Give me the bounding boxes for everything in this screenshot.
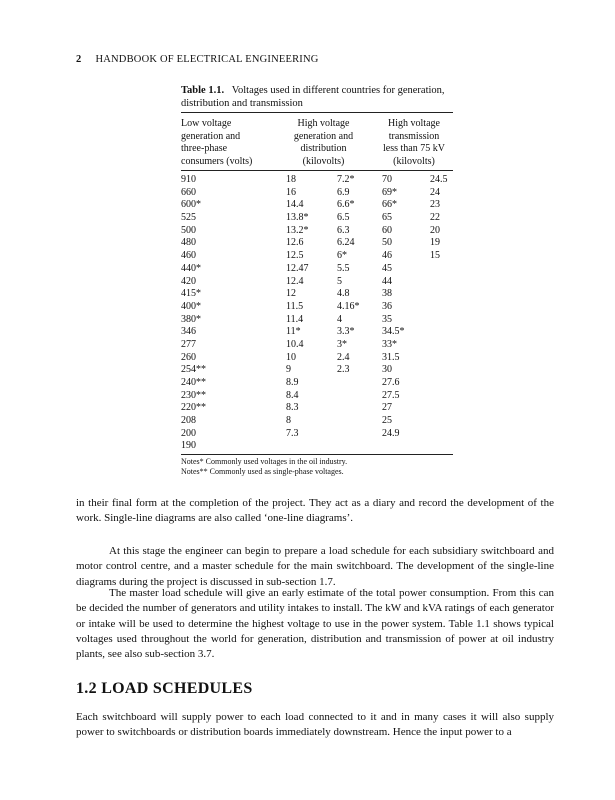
table-cell: 38 <box>382 288 392 300</box>
col-hv-distribution-a <box>286 174 309 440</box>
table-cell: 22 <box>430 212 440 224</box>
col-low-voltage-header: Low voltage generation and three-phase consumers (volts) <box>181 118 253 167</box>
table-cell: 440* <box>181 262 201 274</box>
section-heading: 1.2 LOAD SCHEDULES <box>76 680 253 697</box>
table-cell: 420 <box>181 275 196 287</box>
table-cell: 2.4 <box>337 351 350 363</box>
table-cell: 3.3* <box>337 326 355 338</box>
col-low-voltage <box>181 174 206 453</box>
table-cell: 30 <box>382 364 392 376</box>
note-2: Notes** Commonly used as single-phase voltages. <box>181 467 344 476</box>
body-paragraph: Each switchboard will supply power to each load connected to it and in many cases it will also supply power to switchboards or distribution boards immediately downstream. Hence the input power to a <box>76 711 554 739</box>
table-cell: 23 <box>430 199 440 211</box>
table-cell: 16 <box>286 186 296 198</box>
table-cell: 600* <box>181 199 201 211</box>
table-top-rule <box>181 112 453 113</box>
table-cell: 46 <box>382 250 392 262</box>
table-cell: 27.5 <box>382 389 400 401</box>
table-cell: 2.3 <box>337 364 350 376</box>
table-cell: 19 <box>430 237 440 249</box>
note-1: Notes* Commonly used voltages in the oil industry. <box>181 457 348 466</box>
table-cell: 11* <box>286 326 301 338</box>
table-cell: 27.6 <box>382 377 400 388</box>
table-cell: 7.2* <box>337 174 355 185</box>
table-cell: 36 <box>382 300 392 312</box>
col-hv-distribution-b <box>337 174 360 377</box>
table-cell: 10.4 <box>286 338 304 350</box>
table-bottom-rule <box>181 454 453 455</box>
table-cell: 346 <box>181 326 196 338</box>
table-cell: 24 <box>430 186 440 198</box>
table-cell: 50 <box>382 237 392 249</box>
table-cell: 15 <box>430 250 440 262</box>
table-cell: 6.3 <box>337 224 350 236</box>
table-cell: 8.9 <box>286 377 299 388</box>
table-cell: 190 <box>181 440 196 452</box>
table-notes <box>181 457 347 477</box>
table-cell: 18 <box>286 174 296 185</box>
table-cell: 65 <box>382 212 392 224</box>
col-transmission-a <box>382 174 405 440</box>
table-cell: 6.5 <box>337 212 350 224</box>
table-cell: 45 <box>382 262 392 274</box>
table-cell: 12 <box>286 288 296 300</box>
table-caption-label: Table 1.1. <box>181 85 225 96</box>
table-cell: 60 <box>382 224 392 236</box>
table-cell: 44 <box>382 275 392 287</box>
table-cell: 415* <box>181 288 201 300</box>
table-caption <box>181 84 456 110</box>
table-cell: 254** <box>181 364 206 376</box>
table-cell: 400* <box>181 300 201 312</box>
table-cell: 500 <box>181 224 196 236</box>
table-cell: 260 <box>181 351 196 363</box>
table-cell: 660 <box>181 186 196 198</box>
table-cell: 208 <box>181 415 196 427</box>
table-cell: 3* <box>337 338 347 350</box>
table-cell: 12.47 <box>286 262 309 274</box>
table-cell: 11.5 <box>286 300 304 312</box>
table-cell: 24.9 <box>382 427 400 439</box>
table-cell: 12.4 <box>286 275 304 287</box>
page-number: 2 <box>76 54 82 65</box>
table-cell: 240** <box>181 377 206 388</box>
table-cell: 5 <box>337 275 342 287</box>
table-cell: 6* <box>337 250 347 262</box>
table-cell: 8.4 <box>286 389 299 401</box>
table-cell: 13.8* <box>286 212 309 224</box>
table-cell: 24.5 <box>430 174 448 185</box>
body-paragraph: in their final form at the completion of the project. They act as a diary and record the development of the work. Single-line diagrams are also called ‘one-line diagrams’. <box>76 497 554 525</box>
running-title: HANDBOOK OF ELECTRICAL ENGINEERING <box>95 54 319 65</box>
table-cell: 4 <box>337 313 342 325</box>
table-cell: 31.5 <box>382 351 400 363</box>
table-cell: 14.4 <box>286 199 304 211</box>
col-hv-distribution-header: High voltage generation and distribution (kilovolts) <box>293 118 354 167</box>
table-cell: 66* <box>382 199 397 211</box>
table-cell: 6.9 <box>337 186 350 198</box>
table-cell: 12.5 <box>286 250 304 262</box>
table-header-rule <box>181 170 453 171</box>
body-paragraph: At this stage the engineer can begin to prepare a load schedule for each subsidiary switchboard and motor control centre, and a master schedule for the main switchboard. The development of the single-line diagrams during the project is discussed in sub-section 1.7. <box>76 545 554 588</box>
table-cell: 460 <box>181 250 196 262</box>
table-cell: 25 <box>382 415 392 427</box>
table-cell: 480 <box>181 237 196 249</box>
table-cell: 11.4 <box>286 313 304 325</box>
table-cell: 6.6* <box>337 199 355 211</box>
table-cell: 4.8 <box>337 288 350 300</box>
table-cell: 6.24 <box>337 237 355 249</box>
table-cell: 35 <box>382 313 392 325</box>
table-cell: 4.16* <box>337 300 360 312</box>
table-cell: 12.6 <box>286 237 304 249</box>
body-paragraph: The master load schedule will give an early estimate of the total power consumption. From this can be decided the number of generators and utility intakes to install. The kW and kVA ratings of each generator or intake will be used to determine the highest voltage to use in the power system. Table 1.1 shows typical voltages used throughout the world for generation, distribution and transmission of power at oil industry plants, see also sub-section 3.7. <box>76 587 554 661</box>
table-cell: 34.5* <box>382 326 405 338</box>
table-cell: 5.5 <box>337 262 350 274</box>
table-caption-text: Voltages used in different countries for generation, distribution and transmission <box>181 85 445 109</box>
table-cell: 220** <box>181 402 206 414</box>
table-cell: 7.3 <box>286 427 299 439</box>
table-cell: 8 <box>286 415 291 427</box>
table-cell: 8.3 <box>286 402 299 414</box>
table-cell: 70 <box>382 174 392 185</box>
table-cell: 69* <box>382 186 397 198</box>
table-cell: 20 <box>430 224 440 236</box>
table-cell: 9 <box>286 364 291 376</box>
table-cell: 380* <box>181 313 201 325</box>
table-cell: 525 <box>181 212 196 224</box>
table-cell: 10 <box>286 351 296 363</box>
table-cell: 33* <box>382 338 397 350</box>
table-cell: 230** <box>181 389 206 401</box>
table-cell: 200 <box>181 427 196 439</box>
table-cell: 277 <box>181 338 196 350</box>
running-header <box>76 54 319 65</box>
col-transmission-b <box>430 174 448 263</box>
table-cell: 13.2* <box>286 224 309 236</box>
table-cell: 910 <box>181 174 196 185</box>
col-hv-transmission-header: High voltage transmission less than 75 kV (kilovolts) <box>383 118 445 167</box>
table-cell: 27 <box>382 402 392 414</box>
